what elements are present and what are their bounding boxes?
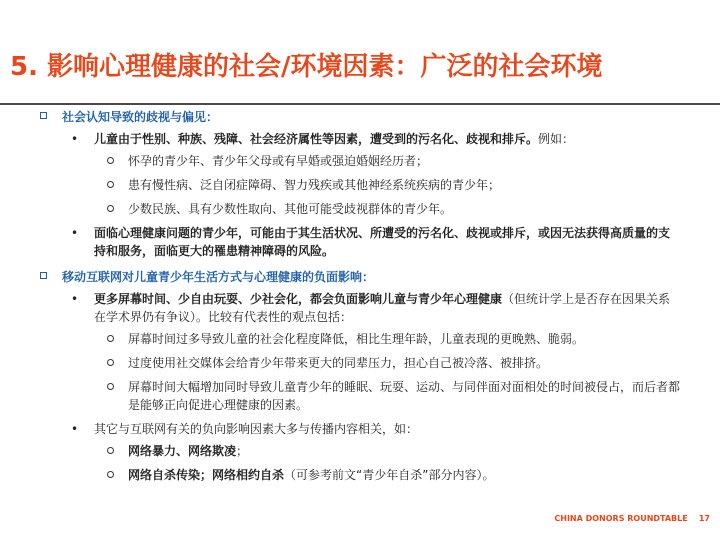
footer-org: CHINA DONORS ROUNDTABLE: [554, 514, 688, 523]
sub-bullet-item: [0, 378, 720, 414]
circle-bullet-icon: [107, 157, 114, 164]
section-heading-internet: [0, 268, 720, 286]
bullet-text: （但统计学上是否存在因果关系在学术界仍有争议）。比较有代表性的观点包括：: [94, 292, 671, 324]
bullet-text: 例如：: [538, 132, 575, 146]
square-bullet-icon: [40, 272, 47, 279]
sub-bullet-text: 过度使用社交媒体会给青少年带来更大的同辈压力，担心自己被冷落、被排挤。: [128, 356, 549, 370]
bullet-text: 其它与互联网有关的负向影响因素大多与传播内容相关，如：: [94, 422, 419, 436]
dot-bullet-icon: •: [71, 226, 79, 240]
circle-bullet-icon: [107, 181, 114, 188]
circle-bullet-icon: [107, 335, 114, 342]
page-number: 17: [698, 514, 710, 523]
bullet-item: [0, 420, 720, 438]
dot-bullet-icon: •: [71, 422, 79, 436]
sub-bullet-bold-text: 网络自杀传染；网络相约自杀: [128, 468, 285, 482]
sub-bullet-bold-text: 网络暴力、网络欺凌: [128, 444, 237, 458]
sub-bullet-text: 怀孕的青少年、青少年父母或有早婚或强迫婚姻经历者；: [128, 154, 429, 168]
sub-bullet-item: [0, 200, 720, 218]
slide-title: 5. 影响心理健康的社会/环境因素：广泛的社会环境: [10, 52, 603, 82]
sub-bullet-text: 屏幕时间大幅增加同时导致儿童青少年的睡眠、玩耍、运动、与同伴面对面相处的时间被侵占，而后者都是能够正向促进心理健康的因素。: [128, 380, 681, 412]
bullet-item: [0, 224, 720, 260]
title-divider: [0, 103, 720, 105]
bullet-bold-text: 儿童由于性别、种族、残障、社会经济属性等因素，遭受到的污名化、歧视和排斥。: [94, 132, 539, 146]
sub-bullet-item: [0, 176, 720, 194]
sub-bullet-item: [0, 330, 720, 348]
section-heading-text: 社会认知导致的歧视与偏见：: [62, 110, 219, 124]
bullet-item: [0, 290, 720, 326]
circle-bullet-icon: [107, 447, 114, 454]
bullet-bold-text: 面临心理健康问题的青少年，可能由于其生活状况、所遭受的污名化、歧视或排斥，或因无法获得高质量的支持和服务，面临更大的罹患精神障碍的风险。: [94, 226, 671, 258]
slide-footer: [520, 514, 710, 523]
square-bullet-icon: [40, 112, 47, 119]
bullet-item: [0, 130, 720, 148]
dot-bullet-icon: •: [71, 292, 79, 306]
dot-bullet-icon: •: [71, 132, 79, 146]
bullet-bold-text: 更多屏幕时间、少自由玩耍、少社会化，都会负面影响儿童与青少年心理健康: [94, 292, 503, 306]
slide-content: [0, 108, 720, 490]
circle-bullet-icon: [107, 359, 114, 366]
circle-bullet-icon: [107, 205, 114, 212]
sub-bullet-text: （可参考前文“青少年自杀”部分内容）。: [284, 468, 495, 482]
section-heading-text: 移动互联网对儿童青少年生活方式与心理健康的负面影响：: [62, 270, 375, 284]
sub-bullet-item: [0, 466, 720, 484]
circle-bullet-icon: [107, 471, 114, 478]
sub-bullet-item: [0, 354, 720, 372]
circle-bullet-icon: [107, 383, 114, 390]
sub-bullet-item: [0, 152, 720, 170]
sub-bullet-text: 患有慢性病、泛自闭症障碍、智力残疾或其他神经系统疾病的青少年；: [128, 178, 501, 192]
section-heading-discrimination: [0, 108, 720, 126]
sub-bullet-text: 屏幕时间过多导致儿童的社会化程度降低，相比生理年龄，儿童表现的更晚熟、脆弱。: [128, 332, 585, 346]
sub-bullet-text: 少数民族、具有少数性取向、其他可能受歧视群体的青少年。: [128, 202, 453, 216]
sub-bullet-text: ；: [236, 444, 249, 458]
sub-bullet-item: [0, 442, 720, 460]
